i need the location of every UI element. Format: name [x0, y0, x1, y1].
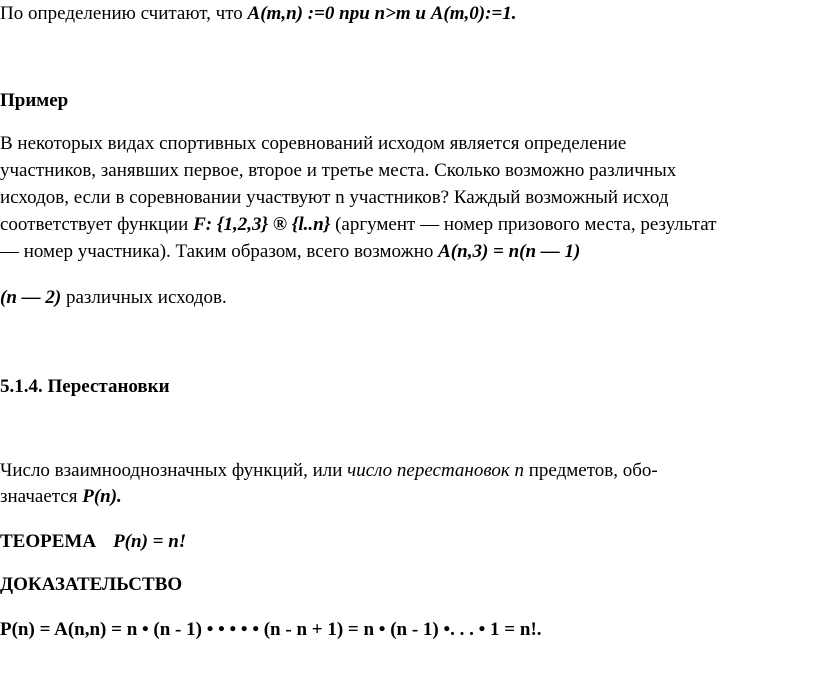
permutation-notation: P(n). [82, 486, 122, 507]
example-line-5 [0, 239, 580, 265]
section-heading: 5.1.4. Перестановки [0, 376, 170, 397]
arrangement-formula: A(n,3) = n(n — 1) [438, 241, 581, 262]
permutation-line-1 [0, 458, 658, 484]
permutation-line-2 [0, 484, 122, 510]
theorem-line [0, 529, 186, 555]
theorem-formula: P(n) = n! [113, 531, 187, 552]
proof-formula: P(n) = A(n,n) = n • (n - 1) • • • • • (n - n + 1) = n • (n - 1) •. . . • 1 = n!. [0, 619, 542, 640]
example-line-3: исходов, если в соревновании участвуют n участников? Каждый возможный исход [0, 187, 669, 208]
permutation-term: число перестановок n [347, 460, 524, 481]
permutation-text-cont: предметов, обо- [523, 460, 658, 481]
example-line-4 [0, 212, 716, 238]
example-line-5-text: — номер участника). Таким образом, всего возможно [0, 241, 439, 262]
theorem-label: ТЕОРЕМА [0, 531, 97, 552]
example-line-2: участников, занявших первое, второе и третье места. Сколько возможно различных [0, 160, 677, 181]
permutation-text: Число взаимнооднозначных функций, или [0, 460, 348, 481]
function-formula: F: {1,2,3} ® {l..n} [193, 214, 331, 235]
example-line-4-rest: (аргумент — номер призового места, результат [330, 214, 717, 235]
definition-paragraph [0, 1, 517, 27]
example-line-6-text: различных исходов. [61, 287, 227, 308]
definition-formula: A(m,n) :=0 при n>m и A(m,0):=1. [247, 3, 517, 24]
example-line-6 [0, 285, 227, 311]
definition-text: По определению считают, что [0, 3, 248, 24]
example-line-4-text: соответствует функции [0, 214, 194, 235]
proof-heading: ДОКАЗАТЕЛЬСТВО [0, 574, 183, 595]
example-heading: Пример [0, 90, 69, 111]
example-line-1: В некоторых видах спортивных соревнований исходом является определение [0, 133, 627, 154]
arrangement-formula-cont: (n — 2) [0, 287, 62, 308]
permutation-line-2-text: значается [0, 486, 83, 507]
